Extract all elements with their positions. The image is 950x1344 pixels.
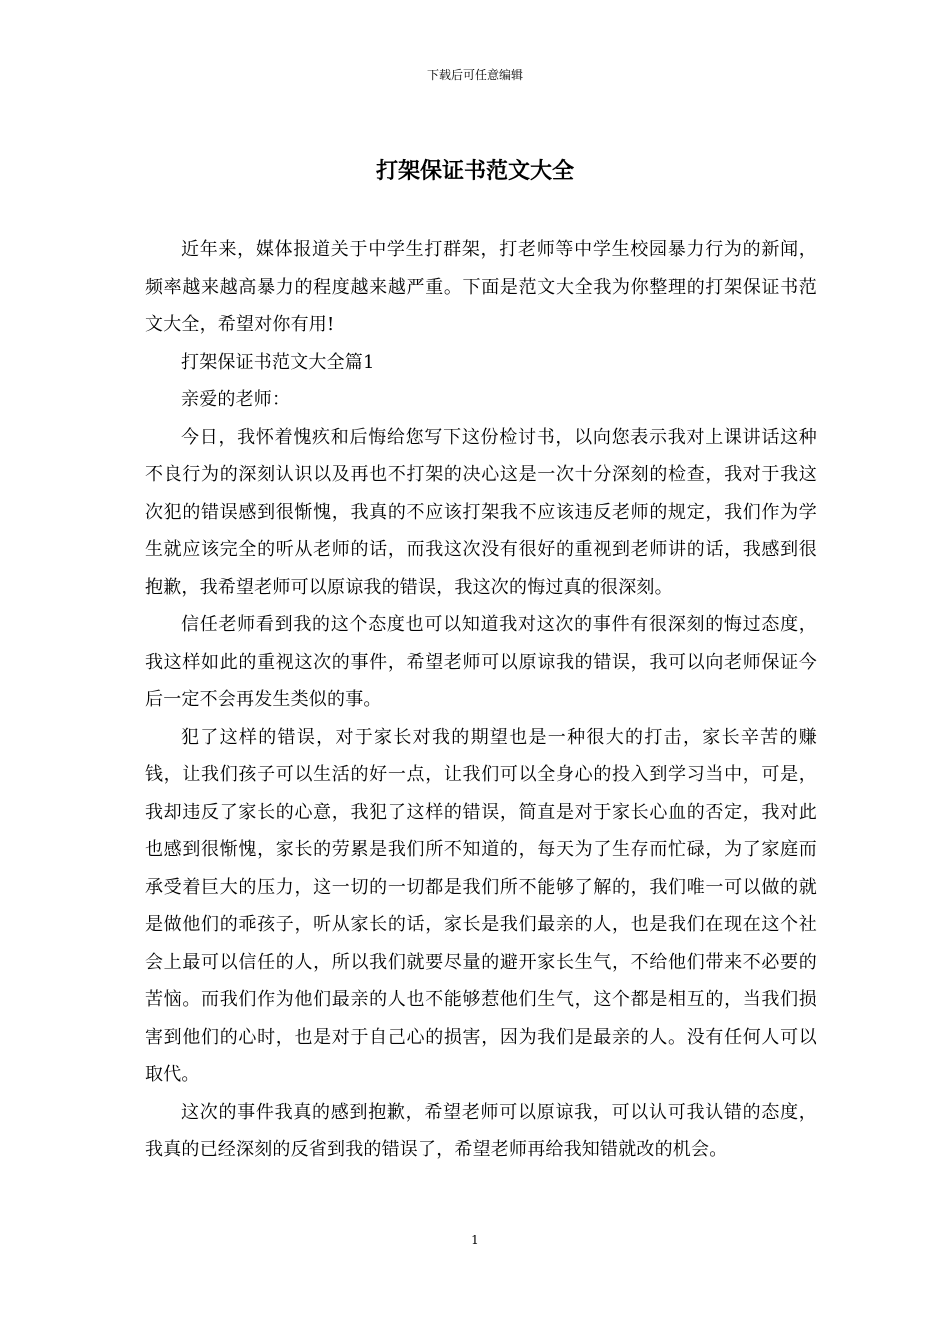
paragraph-section-heading: 打架保证书范文大全篇1 — [181, 351, 375, 373]
paragraph-body: 犯了这样的错误，对于家长对我的期望也是一种很大的打击，家长辛苦的赚钱，让我们孩子可以生活的好一点，让我们可以全身心的投入到学习当中，可是，我却违反了家长的心意，我犯了这样的错误，简直是对于家长心血的否定，我对此也感到很惭愧，家长的劳累是我们所不知道的，每天为了生存而忙碌，为了家庭而承受着巨大的压力，这一切的一切都是我们所不能够了解的，我们唯一可以做的就是做他们的乖孩子，听从家长的话，家长是我们最亲的人，也是我们在现在这个社会上最可以信任的人，所以我们就要尽量的避开家长生气，不给他们带来不必要的苦恼。而我们作为他们最亲的人也不能够惹他们生气，这个都是相互的，当我们损害到他们的心时，也是对于自己心的损害，因为我们是最亲的人。没有任何人可以取代。 — [145, 726, 817, 1085]
paragraph-body: 这次的事件我真的感到抱歉，希望老师可以原谅我，可以认可我认错的态度，我真的已经深刻的反省到我的错误了，希望老师再给我知错就改的机会。 — [145, 1101, 817, 1160]
page-number: 1 — [471, 1233, 479, 1247]
paragraph-salutation: 亲爱的老师： — [181, 389, 291, 410]
paragraph-intro: 近年来，媒体报道关于中学生打群架，打老师等中学生校园暴力行为的新闻，频率越来越高暴力的程度越来越严重。下面是范文大全我为你整理的打架保证书范文大全，希望对你有用! — [145, 239, 817, 335]
paragraph-body: 信任老师看到我的这个态度也可以知道我对这次的事件有很深刻的悔过态度，我这样如此的重视这次的事件，希望老师可以原谅我的错误，我可以向老师保证今后一定不会再发生类似的事。 — [145, 614, 817, 710]
document-title: 打架保证书范文大全 — [375, 158, 574, 184]
document-body — [145, 231, 817, 1169]
paragraph-body: 今日，我怀着愧疚和后悔给您写下这份检讨书，以向您表示我对上课讲话这种不良行为的深刻认识以及再也不打架的决心这是一次十分深刻的检查，我对于我这次犯的错误感到很惭愧，我真的不应该打架我不应该违反老师的规定，我们作为学生就应该完全的听从老师的话，而我这次没有很好的重视到老师讲的话，我感到很抱歉，我希望老师可以原谅我的错误，我这次的悔过真的很深刻。 — [145, 426, 817, 598]
header-note: 下载后可任意编辑 — [426, 68, 523, 82]
